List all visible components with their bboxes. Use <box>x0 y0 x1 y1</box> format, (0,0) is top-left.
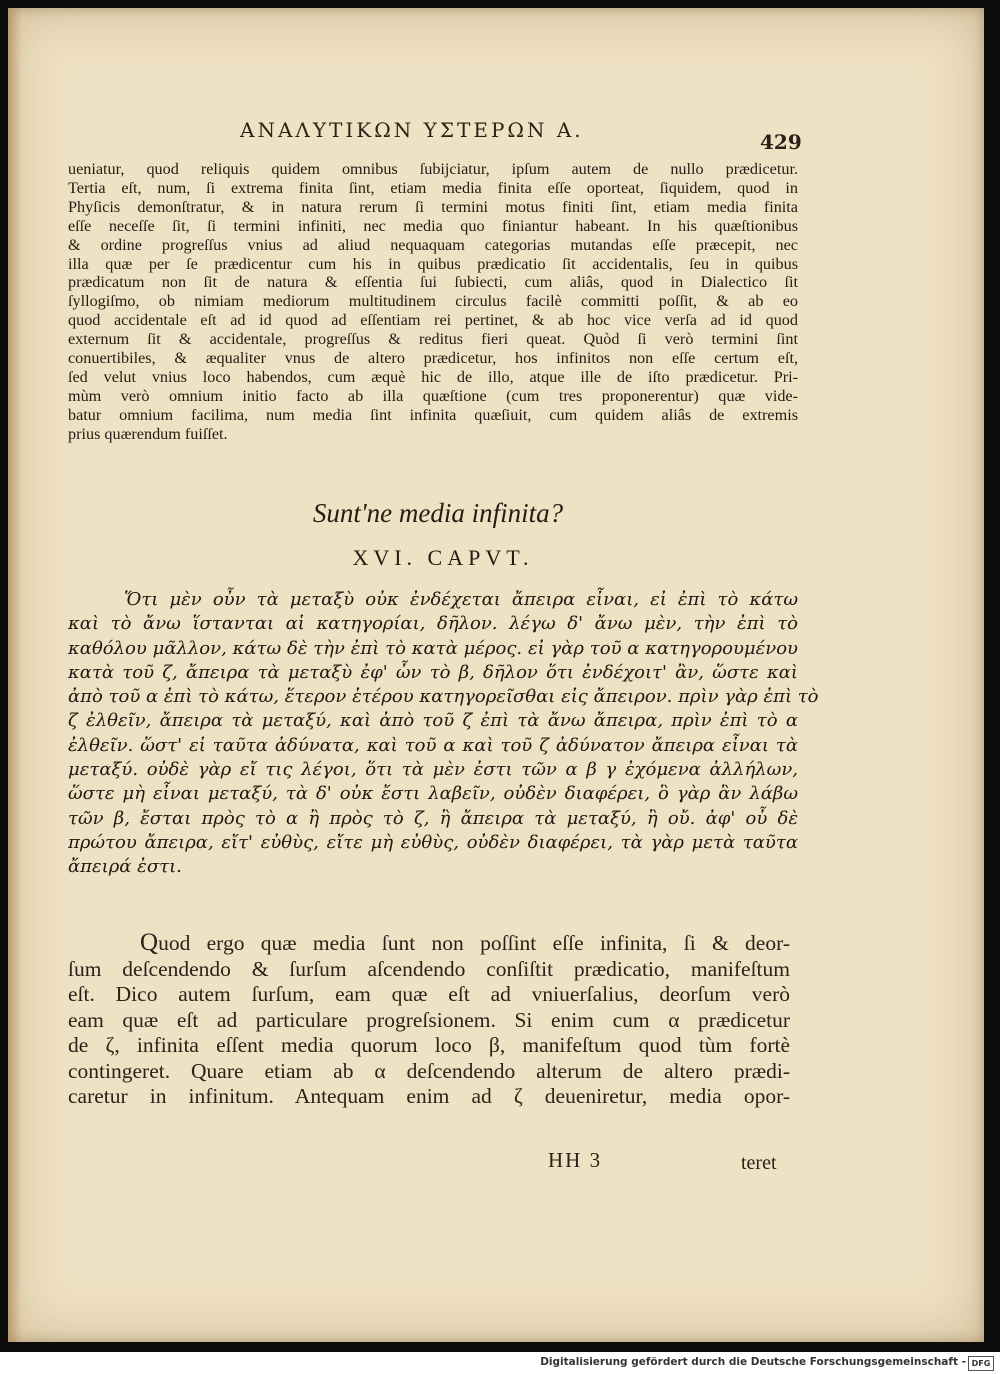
greek-line: Ὅτι μὲν οὖν τὰ μεταξὺ οὐκ ἐνδέχεται ἄπειρα εἶναι, εἰ ἐπὶ τὸ κάτω <box>124 589 798 610</box>
chapter-heading: XVI. CAPVT. <box>352 545 534 570</box>
greek-line: καὶ τὸ ἄνω ἵστανται αἱ κατηγορίαι, δῆλον. λέγω δ' ἄνω μὲν, τὴν ἐπὶ τὸ <box>68 613 798 635</box>
text-line: illa quæ per ſe prædicentur cum his in quibus prædicatio ſit accidentalis, ſeu in quibus <box>68 254 798 273</box>
text-line: eam quæ eſt ad particulare progreſsionem. Si enim cum α prædicetur <box>68 1007 790 1032</box>
text-line: externum ſit & accidentale, progreſſus & reditus fieri queat. Quòd ſi verò termini ſint <box>68 330 798 349</box>
text-line: ſyllogiſmo, ob nimiam mediorum multitudinem circulus facilè committi poſſit, & ab eo <box>68 292 798 311</box>
text-line: batur omnium facilima, num media ſint infinita quæſiuit, cum quidem aliâs de extremis <box>68 405 798 424</box>
latin-translation-block <box>68 930 790 1110</box>
greek-line: μεταξύ. οὐδὲ γὰρ εἴ τις λέγοι, ὅτι τὰ μὲν ἐστι τῶν α β γ ἐχόμενα ἀλλήλων, <box>68 759 798 781</box>
greek-line: ἄπειρά ἐστι. <box>68 856 182 878</box>
text-line: eſſe neceſſe ſit, ſi termini infiniti, nec media quo finiantur habeant. In his quæſtionibus <box>68 216 798 235</box>
text-line: de ζ, infinita eſſent media quorum loco β, manifeſtum quod tùm fortè <box>68 1033 790 1057</box>
text-line: quod accidentale eſt ad id quod ad eſſentiam rei pertinet, & ab hoc vice verſa ad id quod <box>68 311 798 330</box>
greek-line: καθόλου μᾶλλον, κάτω δὲ τὴν ἐπὶ τὸ κατὰ μέρος. εἰ γὰρ τοῦ α κατηγορουμένου <box>68 637 798 659</box>
text-line: ſed velut vnius loco habendos, cum æquè hic de illo, atque ille de iſto prædicetur. Pri- <box>68 367 798 386</box>
greek-text-block <box>68 588 819 880</box>
initial-letter: Q <box>140 929 159 956</box>
catchword: teret <box>741 1152 777 1174</box>
text-line: caretur in infinitum. Antequam enim ad ζ deueniretur, media opor- <box>68 1084 790 1108</box>
text-line: Tertia eſt, num, ſi extrema finita ſint, etiam media finita eſſe oporteat, ſiquidem, quod in <box>68 178 798 197</box>
upper-latin-commentary <box>68 160 798 444</box>
text-line: & ordine progreſſus vnius ad aliud nequaquam categorias mutandas eſſe præcepit, nec <box>68 235 798 254</box>
greek-line: ζ ἐλθεῖν, ἄπειρα τὰ μεταξύ, καὶ ἀπὸ τοῦ ζ ἐπὶ τὰ ἄνω ἄπειρα, πρὶν ἐπὶ τὸ α <box>68 710 798 732</box>
page-number: 429 <box>760 130 802 154</box>
text-line: ſum deſcendendo & ſurſum aſcendendo conſiſtit prædicatio, manifeſtum <box>68 956 790 981</box>
book-page <box>8 8 984 1342</box>
text-line: prædicatum non ſit de natura & eſſentia ſui ſubiecti, cum aliâs, quod in Dialectico ſit <box>68 273 798 292</box>
text-line: uod ergo quæ media ſunt non poſſint eſſe infinita, ſi & deor- <box>158 931 790 955</box>
funding-notice: Digitalisierung gefördert durch die Deutsche Forschungsgemeinschaft - <box>540 1356 966 1368</box>
text-line: mùm verò omnium initio facto ab illa quæſtione (cum tres proponerentur) quæ vide- <box>68 386 798 405</box>
greek-line: τῶν β, ἔσται πρὸς τὸ α ἢ πρὸς τὸ ζ, ἢ ἄπειρα τὰ μεταξύ, ἢ οὔ. ἀφ' οὗ δὲ <box>68 807 798 829</box>
text-line: contingeret. Quare etiam ab α deſcendendo alterum de altero prædi- <box>68 1058 790 1083</box>
running-head: ΑΝΑΛΥΤΙΚΩΝ ΥΣΤΕΡΩΝ Α. <box>240 118 584 142</box>
greek-line: πρώτου ἄπειρα, εἴτ' εὐθὺς, εἴτε μὴ εὐθὺς, οὐδὲν διαφέρει, τὰ γὰρ μετὰ ταῦτα <box>68 831 798 853</box>
greek-line: κατὰ τοῦ ζ, ἄπειρα τὰ μεταξὺ ἐφ' ὧν τὸ β, δῆλον ὅτι ἐνδέχοιτ' ἂν, ὥστε καὶ <box>68 661 798 683</box>
section-title: Sunt'ne media infinita? <box>312 498 564 528</box>
dfg-logo-icon: DFG <box>968 1356 994 1371</box>
text-line: eſt. Dico autem ſurſum, eam quæ eſt ad vniuerſalius, deorſum verò <box>68 982 790 1006</box>
text-line: conuertibiles, & æqualiter vnus de altero prædicetur, hos infinitos non eſſe certum eſt, <box>68 349 798 368</box>
greek-line: ἀπὸ τοῦ α ἐπὶ τὸ κάτω, ἕτερον ἑτέρου κατηγορεῖσθαι εἰς ἄπειρον. πρὶν γὰρ ἐπὶ τὸ <box>68 686 819 708</box>
text-line: ueniatur, quod reliquis quidem omnibus ſubijciatur, ipſum autem de nullo prædicetur. <box>68 160 798 178</box>
text-line: Phyſicis demonſtratur, & in natura rerum ſi termini motus finiti ſint, etiam media finita <box>68 197 798 216</box>
signature-mark: HH 3 <box>548 1148 603 1172</box>
greek-line: ὥστε μὴ εἶναι μεταξύ, τὰ δ' οὐκ ἔστι λαβεῖν, οὐδὲν διαφέρει, ὃ γὰρ ἂν λάβω <box>68 783 798 805</box>
greek-line: ἐλθεῖν. ὥστ' εἰ ταῦτα ἀδύνατα, καὶ τοῦ α καὶ τοῦ ζ ἀδύνατον ἄπειρα εἶναι τὰ <box>68 734 798 756</box>
text-line: prius quærendum fuiſſet. <box>68 424 228 443</box>
translation-line-first <box>68 930 790 957</box>
